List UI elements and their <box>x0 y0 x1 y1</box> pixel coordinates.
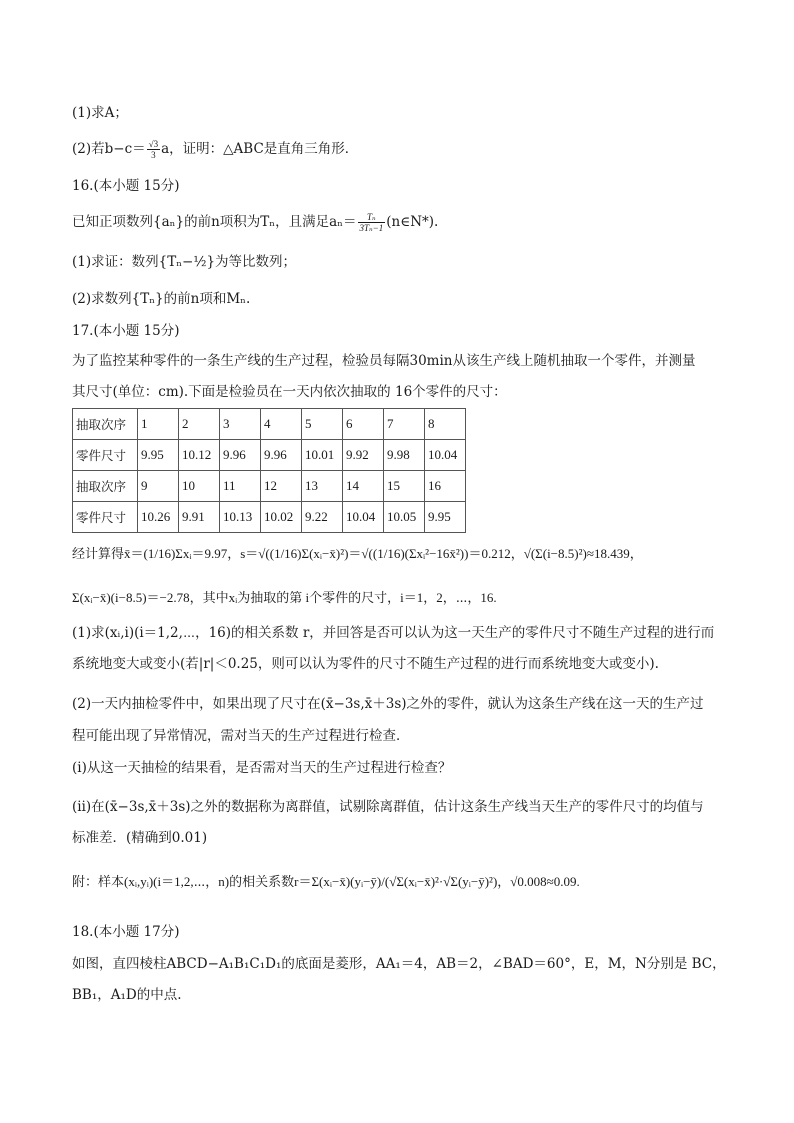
q17-stem-line2: 其尺寸(单位：cm).下面是检验员在一天内依次抽取的 16个零件的尺寸： <box>72 384 507 400</box>
table-cell: 7 <box>384 409 425 440</box>
table-cell: 10.04 <box>425 440 466 471</box>
table-cell: 2 <box>179 409 220 440</box>
q17-part2-line1: (2)一天内抽检零件中，如果出现了尺寸在(x̄−3s,x̄＋3s)之外的零件，就认为这条生产线在这一天的生产过 <box>72 696 704 712</box>
q16-stem: 已知正项数列{aₙ}的前n项积为Tₙ，且满足aₙ＝ $\frac{\text{Tₙ}}{\text{3Tₙ−1}}$ (n∈N*). <box>72 212 439 233</box>
table-row <box>73 409 466 440</box>
table-cell: 9.96 <box>261 440 302 471</box>
table-cell: 10.02 <box>261 502 302 533</box>
table-row-header: 零件尺寸 <box>73 502 138 533</box>
table-cell: 9.96 <box>220 440 261 471</box>
q18-heading: 18.(本小题 17分) <box>72 924 180 940</box>
q17-appendix: 附：样本(xᵢ,yᵢ)(i＝1,2,⋯，n)的相关系数r＝Σ(xᵢ−x̄)(yᵢ−ȳ)/(√Σ(xᵢ−x̄)²·√Σ(yᵢ−ȳ)²)，√0.008≈0.09. <box>72 874 580 889</box>
q17-calc-line2: Σ(xᵢ−x̄)(i−8.5)＝−2.78，其中xᵢ为抽取的第 i个零件的尺寸，i＝1，2，⋯，16. <box>72 590 497 605</box>
q15-part2: (2)若b−c＝ $\frac{√3}{3}$ a，证明：△ABC是直角三角形． <box>72 139 359 160</box>
part-size-table <box>72 408 466 533</box>
table-cell: 10.04 <box>343 502 384 533</box>
q18-stem-line2: BB₁，A₁D的中点. <box>72 987 182 1003</box>
table-cell: 10.05 <box>384 502 425 533</box>
q16-part1: (1)求证：数列{Tₙ−½}为等比数列； <box>72 254 297 270</box>
table-cell: 10.01 <box>302 440 343 471</box>
table-cell: 9.95 <box>425 502 466 533</box>
table-cell: 6 <box>343 409 384 440</box>
q17-calc-line1: 经计算得x̄＝(1/16)Σxᵢ＝9.97，s＝√((1/16)Σ(xᵢ−x̄)²)＝√((1/16)(Σxᵢ²−16x̄²))＝0.212，√(Σ(i−8.5)²)≈18.439， <box>72 546 643 561</box>
table-cell: 8 <box>425 409 466 440</box>
table-cell: 9.95 <box>138 440 179 471</box>
table-cell: 3 <box>220 409 261 440</box>
table-cell: 10 <box>179 471 220 502</box>
table-row <box>73 471 466 502</box>
q17-part1-line1: (1)求(xᵢ,i)(i＝1,2,⋯，16)的相关系数 r，并回答是否可以认为这一天生产的零件尺寸不随生产过程的进行而 <box>72 625 715 641</box>
q18-stem-line1: 如图，直四棱柱ABCD−A₁B₁C₁D₁的底面是菱形，AA₁＝4，AB＝2，∠BAD＝60°，E，M，N分别是 BC， <box>72 956 726 972</box>
table-row-header: 抽取次序 <box>73 409 138 440</box>
table-cell: 5 <box>302 409 343 440</box>
table-cell: 10.26 <box>138 502 179 533</box>
table-cell: 12 <box>261 471 302 502</box>
q17-heading: 17.(本小题 15分) <box>72 323 180 339</box>
table-cell: 16 <box>425 471 466 502</box>
table-row-header: 零件尺寸 <box>73 440 138 471</box>
table-cell: 9.98 <box>384 440 425 471</box>
table-cell: 11 <box>220 471 261 502</box>
q17-stem-line1: 为了监控某种零件的一条生产线的生产过程，检验员每隔30min从该生产线上随机抽取一个零件，并测量 <box>72 353 696 369</box>
table-row-header: 抽取次序 <box>73 471 138 502</box>
q17-sub2-line1: (ⅱ)在(x̄−3s,x̄＋3s)之外的数据称为离群值，试剔除离群值，估计这条生产线当天生产的零件尺寸的均值与 <box>72 799 704 815</box>
table-cell: 9 <box>138 471 179 502</box>
table-cell: 15 <box>384 471 425 502</box>
q16-heading: 16.(本小题 15分) <box>72 178 180 194</box>
table-cell: 13 <box>302 471 343 502</box>
table-cell: 4 <box>261 409 302 440</box>
q17-part2-line2: 程可能出现了异常情况，需对当天的生产过程进行检查． <box>72 728 410 744</box>
table-row <box>73 440 466 471</box>
table-cell: 9.92 <box>343 440 384 471</box>
table-cell: 14 <box>343 471 384 502</box>
table-cell: 9.22 <box>302 502 343 533</box>
q17-sub1: (ⅰ)从这一天抽检的结果看，是否需对当天的生产过程进行检查？ <box>72 760 452 776</box>
q15-part1: (1)求A； <box>72 105 128 121</box>
table-cell: 10.12 <box>179 440 220 471</box>
table-cell: 1 <box>138 409 179 440</box>
table-cell: 9.91 <box>179 502 220 533</box>
q16-part2: (2)求数列{Tₙ}的前n项和Mₙ. <box>72 291 251 307</box>
q17-sub2-line2: 标准差．(精确到0.01) <box>72 830 208 846</box>
table-cell: 10.13 <box>220 502 261 533</box>
table-row <box>73 502 466 533</box>
q17-part1-line2: 系统地变大或变小(若|r|＜0.25，则可以认为零件的尺寸不随生产过程的进行而系统地变大或变小). <box>72 656 659 672</box>
